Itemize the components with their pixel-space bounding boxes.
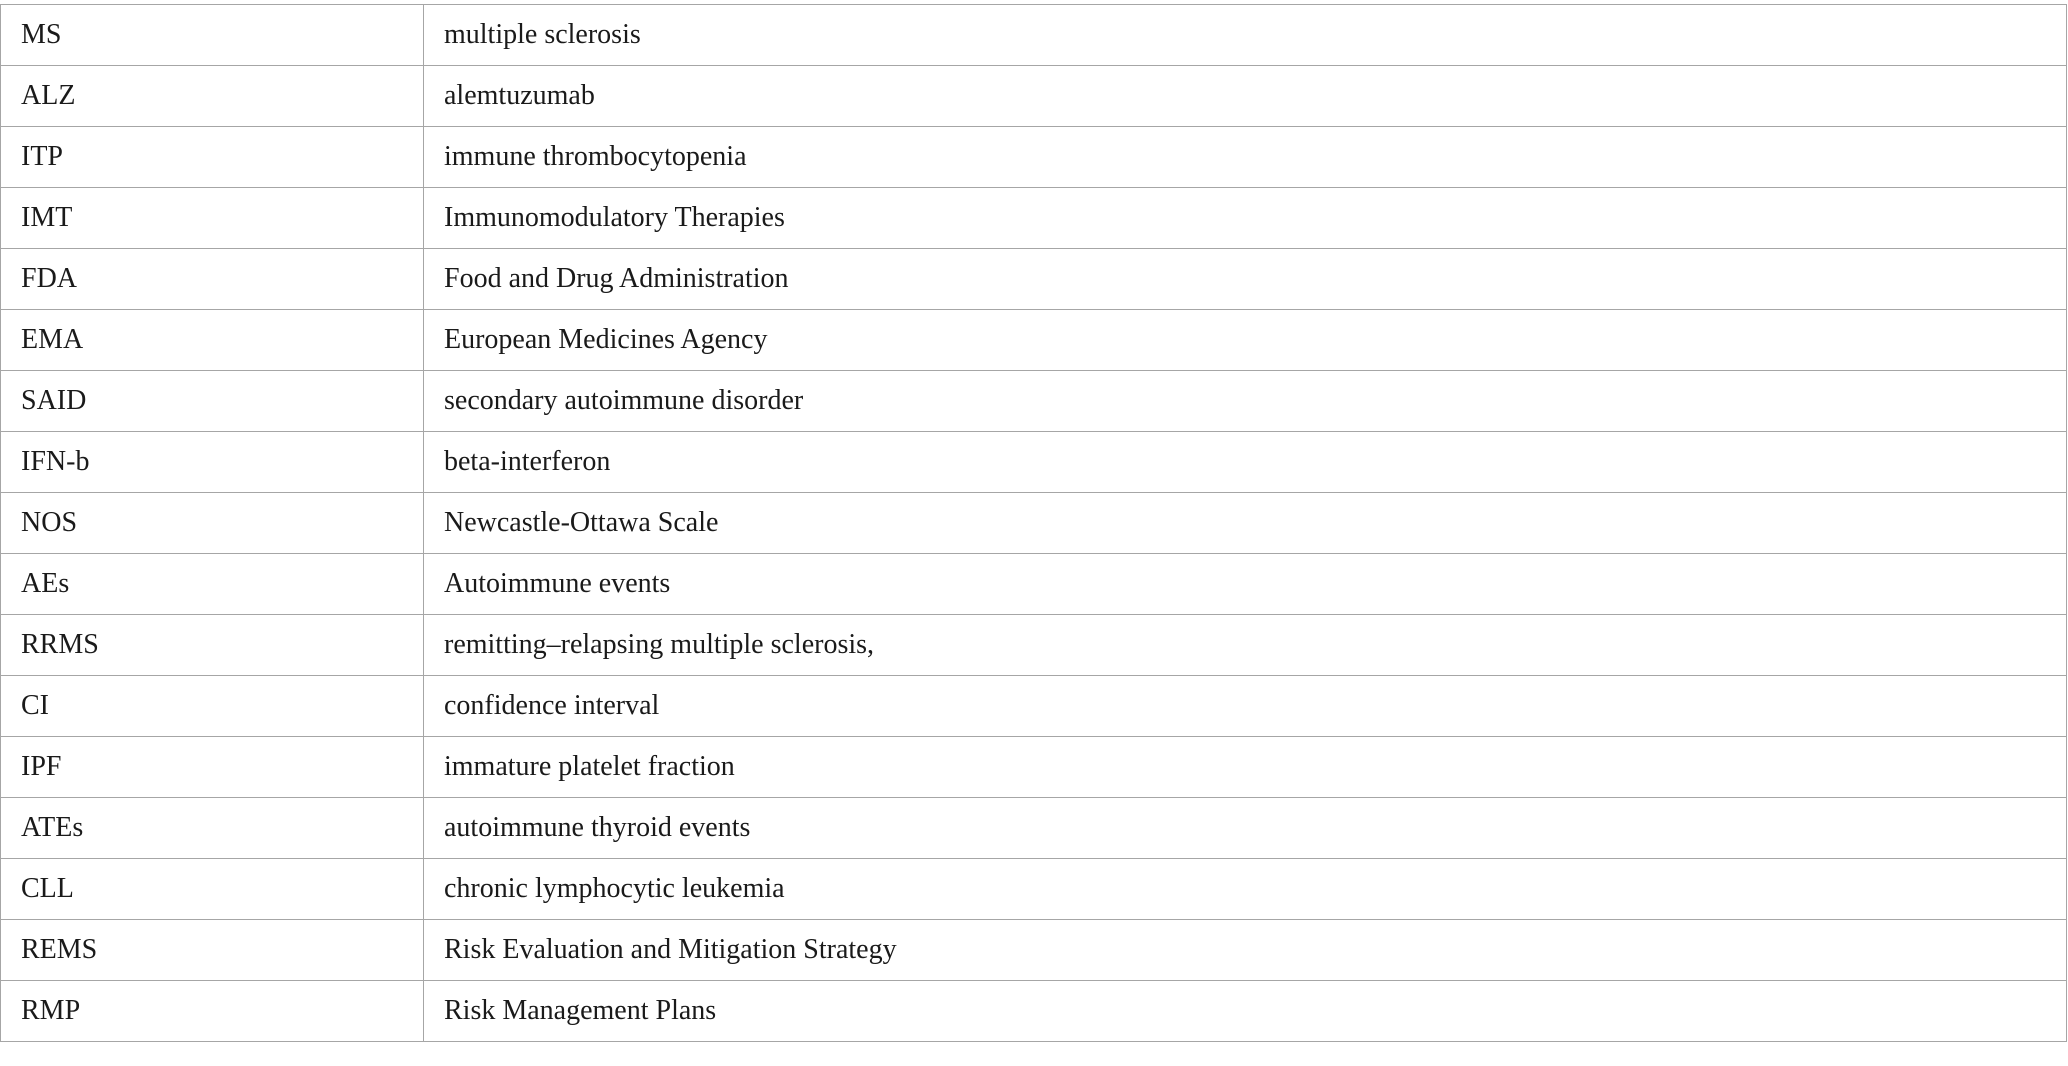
abbreviation-cell: EMA — [1, 310, 424, 371]
table-row — [1, 371, 2067, 432]
abbreviation-cell: ATEs — [1, 798, 424, 859]
abbreviation-cell: REMS — [1, 920, 424, 981]
table-row — [1, 310, 2067, 371]
definition-cell: alemtuzumab — [424, 66, 2067, 127]
abbreviation-cell: CI — [1, 676, 424, 737]
abbreviation-cell: IPF — [1, 737, 424, 798]
abbreviation-cell: RMP — [1, 981, 424, 1042]
definition-cell: immune thrombocytopenia — [424, 127, 2067, 188]
table-row — [1, 798, 2067, 859]
definition-cell: Immunomodulatory Therapies — [424, 188, 2067, 249]
definition-cell: Risk Evaluation and Mitigation Strategy — [424, 920, 2067, 981]
table-row — [1, 554, 2067, 615]
abbreviations-table — [0, 4, 2067, 1042]
table-row — [1, 615, 2067, 676]
table-row — [1, 432, 2067, 493]
definition-cell: beta-interferon — [424, 432, 2067, 493]
table-row — [1, 188, 2067, 249]
table-row — [1, 127, 2067, 188]
definition-cell: Newcastle-Ottawa Scale — [424, 493, 2067, 554]
table-row — [1, 737, 2067, 798]
definition-cell: confidence interval — [424, 676, 2067, 737]
table-row — [1, 920, 2067, 981]
abbreviation-cell: IFN-b — [1, 432, 424, 493]
abbreviation-cell: IMT — [1, 188, 424, 249]
abbreviation-cell: ITP — [1, 127, 424, 188]
definition-cell: multiple sclerosis — [424, 5, 2067, 66]
abbreviation-cell: FDA — [1, 249, 424, 310]
table-row — [1, 493, 2067, 554]
abbreviation-cell: ALZ — [1, 66, 424, 127]
table-row — [1, 676, 2067, 737]
abbreviation-cell: RRMS — [1, 615, 424, 676]
abbreviation-cell: MS — [1, 5, 424, 66]
table-row — [1, 5, 2067, 66]
abbreviation-cell: CLL — [1, 859, 424, 920]
abbreviation-cell: AEs — [1, 554, 424, 615]
table-row — [1, 859, 2067, 920]
definition-cell: immature platelet fraction — [424, 737, 2067, 798]
table-row — [1, 249, 2067, 310]
abbreviation-cell: NOS — [1, 493, 424, 554]
definition-cell: autoimmune thyroid events — [424, 798, 2067, 859]
definition-cell: Autoimmune events — [424, 554, 2067, 615]
definition-cell: remitting–relapsing multiple sclerosis, — [424, 615, 2067, 676]
definition-cell: Risk Management Plans — [424, 981, 2067, 1042]
definition-cell: secondary autoimmune disorder — [424, 371, 2067, 432]
table-row — [1, 981, 2067, 1042]
definition-cell: chronic lymphocytic leukemia — [424, 859, 2067, 920]
table-row — [1, 66, 2067, 127]
definition-cell: European Medicines Agency — [424, 310, 2067, 371]
abbreviations-table-body — [1, 5, 2067, 1042]
definition-cell: Food and Drug Administration — [424, 249, 2067, 310]
abbreviation-cell: SAID — [1, 371, 424, 432]
